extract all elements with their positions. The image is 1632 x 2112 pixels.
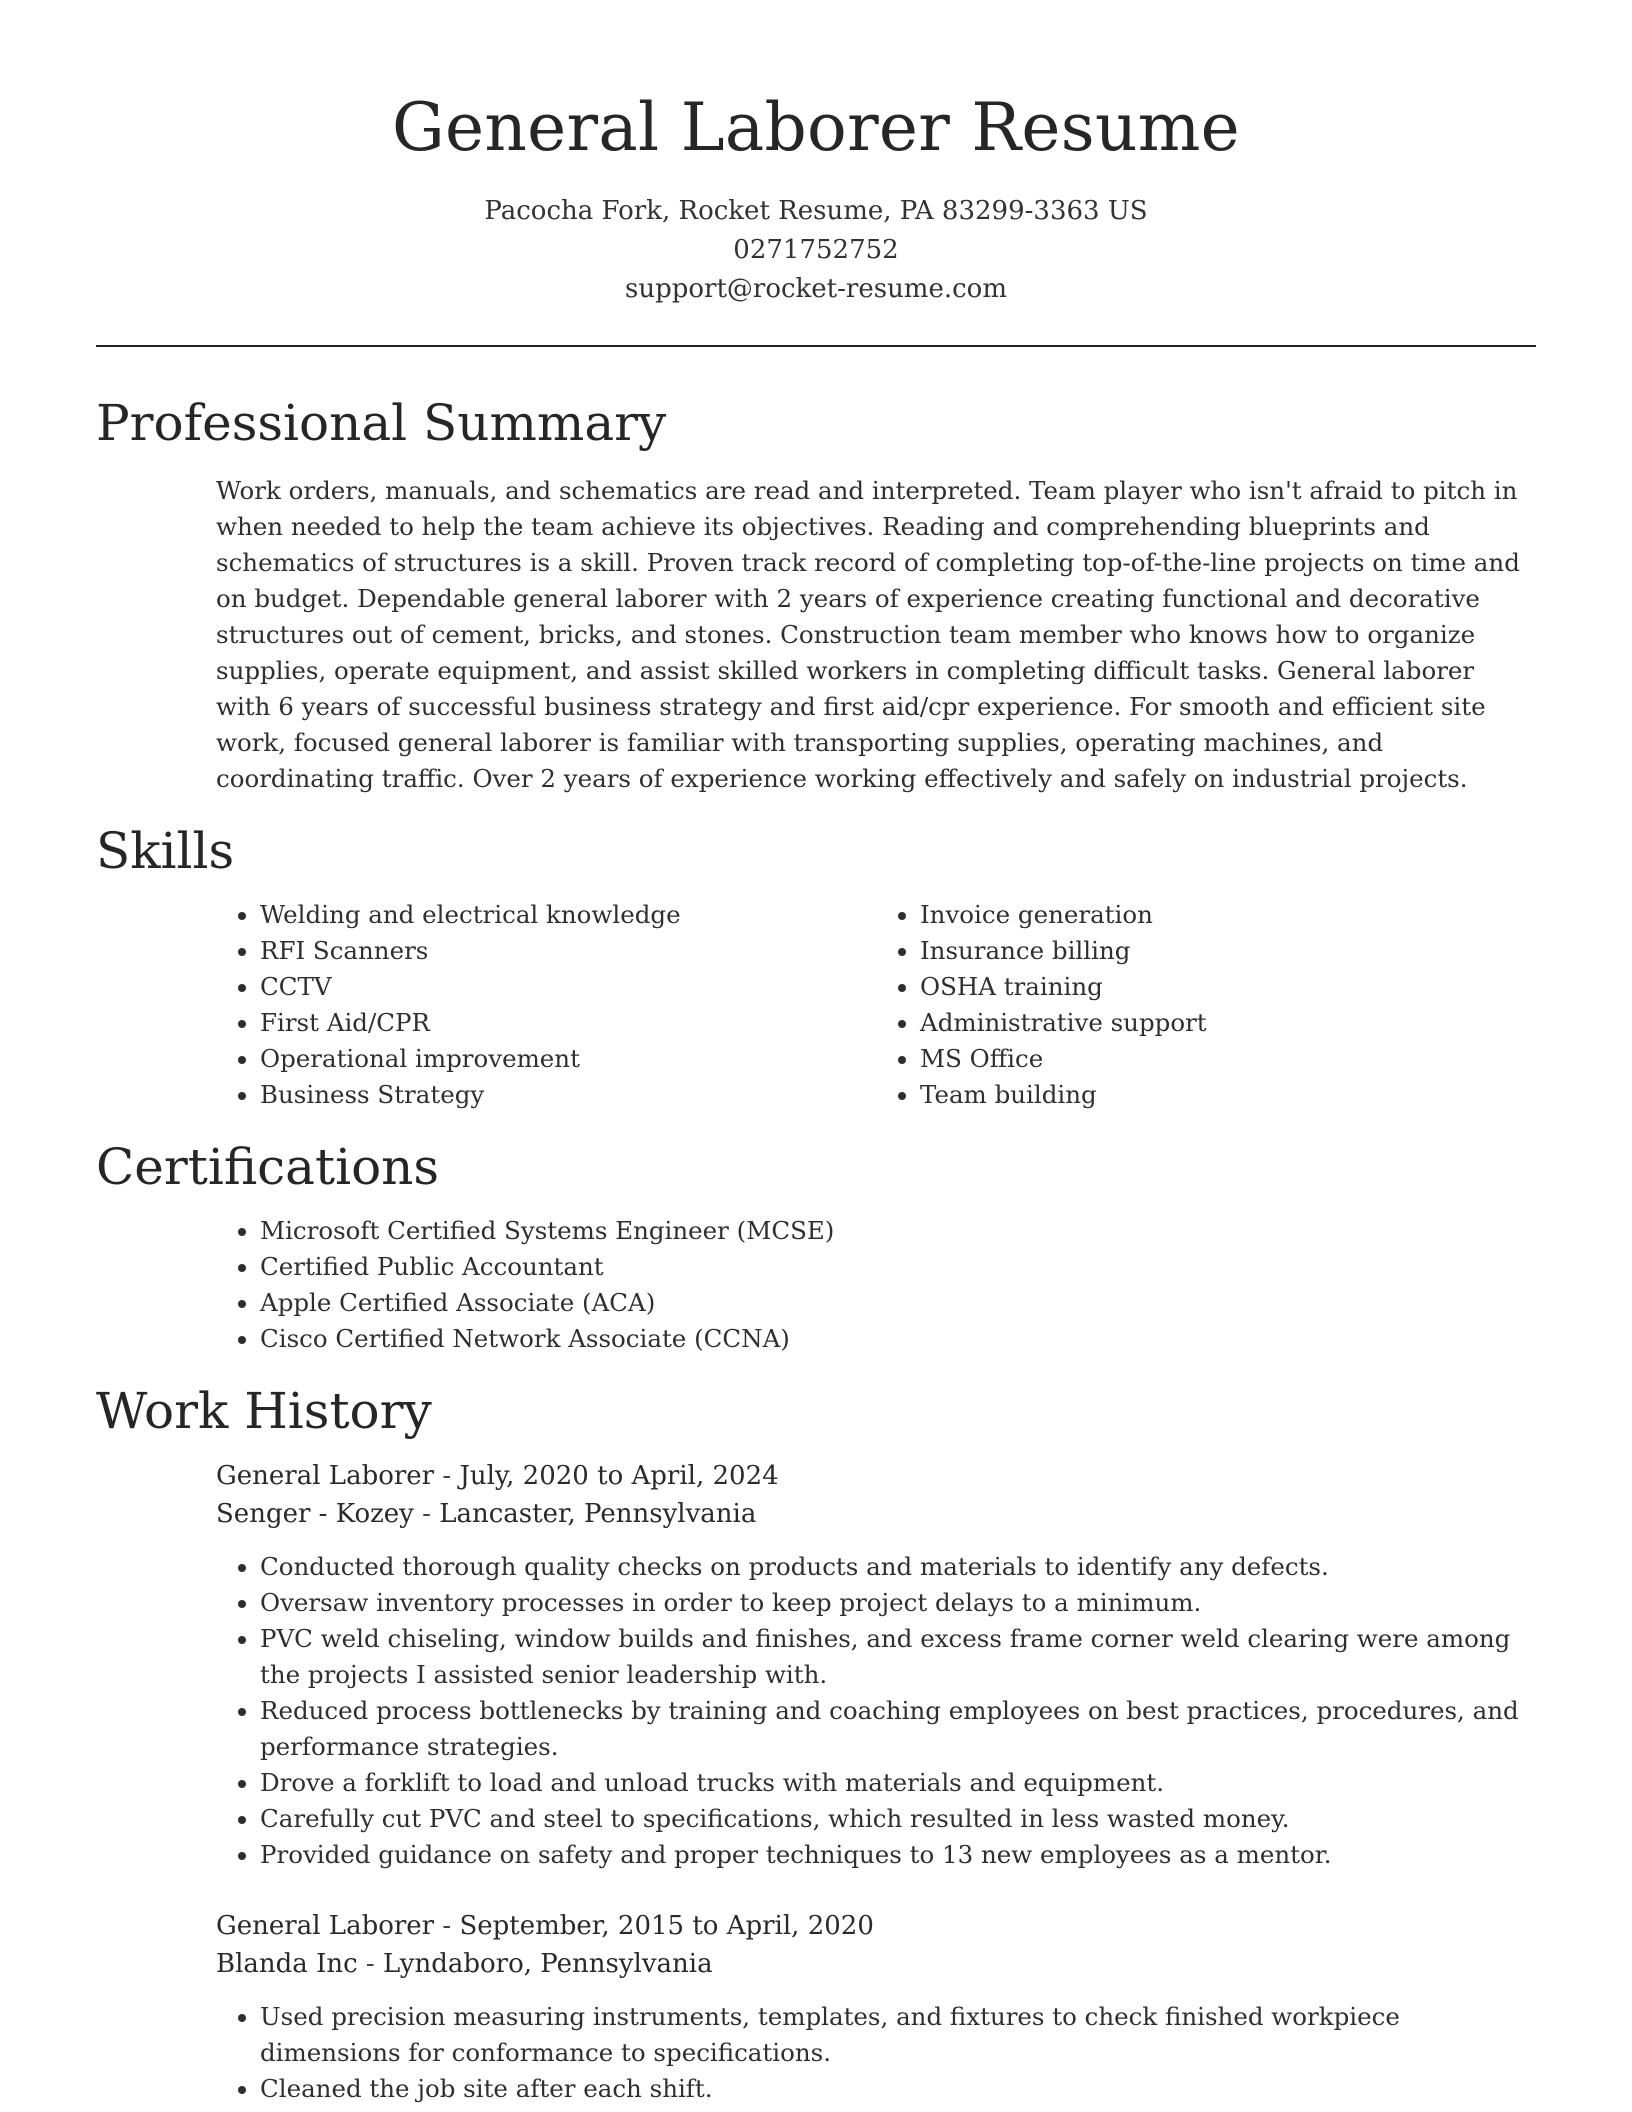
job-entry (216, 1457, 1536, 1873)
job-dates: September, 2015 to April, 2020 (459, 1911, 874, 1941)
separator: - (422, 1499, 431, 1529)
skills-list (216, 897, 1536, 1113)
job-title: General Laborer (216, 1911, 435, 1941)
contact-address: Pacocha Fork, Rocket Resume, PA 83299-3363 US (484, 196, 1148, 226)
certifications-heading: Certifications (96, 1138, 440, 1196)
job-bullets (216, 1549, 1536, 1873)
summary-text: Work orders, manuals, and schematics are read and interpreted. Team player who isn't afraid to pitch in when needed to help the team achieve its objectives. Reading and comprehending blueprints and schematics of structures is a skill. Proven track record of completing top-of-the-line projects on time and on budget. Dependable general laborer with 2 years of experience creating functional and decorative structures out of cement, bricks, and stones. Construction team member who knows how to organize supplies, operate equipment, and assist skilled workers in completing difficult tasks. General laborer with 6 years of successful business strategy and first aid/cpr experience. For smooth and efficient site work, focused general laborer is familiar with transporting supplies, operating machines, and coordinating traffic. Over 2 years of experience working effectively and safely on industrial projects. (216, 476, 1520, 793)
job-bullets (216, 1999, 1536, 2107)
resume-title: General Laborer Resume (391, 89, 1240, 166)
job-title: General Laborer (216, 1461, 435, 1491)
skill-item: • Team building (920, 1077, 1536, 1113)
job-company: Senger - Kozey (216, 1499, 414, 1529)
skill-item: • CCTV (260, 969, 876, 1005)
job-entry (216, 1907, 1536, 2107)
skill-item: • MS Office (920, 1041, 1536, 1077)
certifications-list (216, 1213, 1536, 1357)
job-bullet: • Used precision measuring instruments, templates, and fixtures to check finished workpiece dimensions for conformance to specifications. (260, 1999, 1536, 2071)
skill-item: • OSHA training (920, 969, 1536, 1005)
skill-item: • Insurance billing (920, 933, 1536, 969)
job-title-line (216, 1907, 1536, 1945)
job-location: Lyndaboro, Pennsylvania (382, 1949, 713, 1979)
job-bullet: • Drove a forklift to load and unload trucks with materials and equipment. (260, 1765, 1536, 1801)
job-bullet: • Oversaw inventory processes in order to keep project delays to a minimum. (260, 1585, 1536, 1621)
job-location: Lancaster, Pennsylvania (439, 1499, 757, 1529)
certification-item: • Apple Certified Associate (ACA) (260, 1285, 1536, 1321)
job-company-line (216, 1495, 1536, 1533)
contact-phone: 0271752752 (733, 235, 899, 265)
job-bullet: • Reduced process bottlenecks by training and coaching employees on best practices, procedures, and performance strategies. (260, 1693, 1536, 1765)
certifications-ul (216, 1213, 1536, 1357)
skill-item: • First Aid/CPR (260, 1005, 876, 1041)
separator: - (442, 1461, 452, 1491)
resume-header (96, 0, 1536, 309)
job-title-line (216, 1457, 1536, 1495)
job-bullet: • Carefully cut PVC and steel to specifications, which resulted in less wasted money. (260, 1801, 1536, 1837)
job-bullet: • Conducted thorough quality checks on products and materials to identify any defects. (260, 1549, 1536, 1585)
skill-item: • Administrative support (920, 1005, 1536, 1041)
job-bullet: • PVC weld chiseling, window builds and finishes, and excess frame corner weld clearing were among the projects I assisted senior leadership with. (260, 1621, 1536, 1693)
contact-email: support@rocket-resume.com (624, 274, 1007, 304)
certification-item: • Microsoft Certified Systems Engineer (MCSE) (260, 1213, 1536, 1249)
job-bullet: • Cleaned the job site after each shift. (260, 2071, 1536, 2107)
separator: - (442, 1911, 452, 1941)
skills-heading: Skills (96, 822, 235, 880)
skills-column-right (876, 897, 1536, 1113)
skill-item: • RFI Scanners (260, 933, 876, 969)
separator: - (365, 1949, 375, 1979)
job-bullet: • Provided guidance on safety and proper techniques to 13 new employees as a mentor. (260, 1837, 1536, 1873)
summary-heading: Professional Summary (96, 394, 667, 452)
skills-column-left (216, 897, 876, 1113)
job-company-line (216, 1945, 1536, 1983)
skill-item: • Business Strategy (260, 1077, 876, 1113)
work-history-heading: Work History (96, 1382, 432, 1440)
certification-item: • Cisco Certified Network Associate (CCNA) (260, 1321, 1536, 1357)
certification-item: • Certified Public Accountant (260, 1249, 1536, 1285)
header-divider (96, 345, 1536, 347)
skill-item: • Welding and electrical knowledge (260, 897, 876, 933)
contact-block (96, 192, 1536, 309)
job-dates: July, 2020 to April, 2024 (459, 1461, 779, 1491)
skill-item: • Invoice generation (920, 897, 1536, 933)
skill-item: • Operational improvement (260, 1041, 876, 1077)
job-company: Blanda Inc (216, 1949, 358, 1979)
